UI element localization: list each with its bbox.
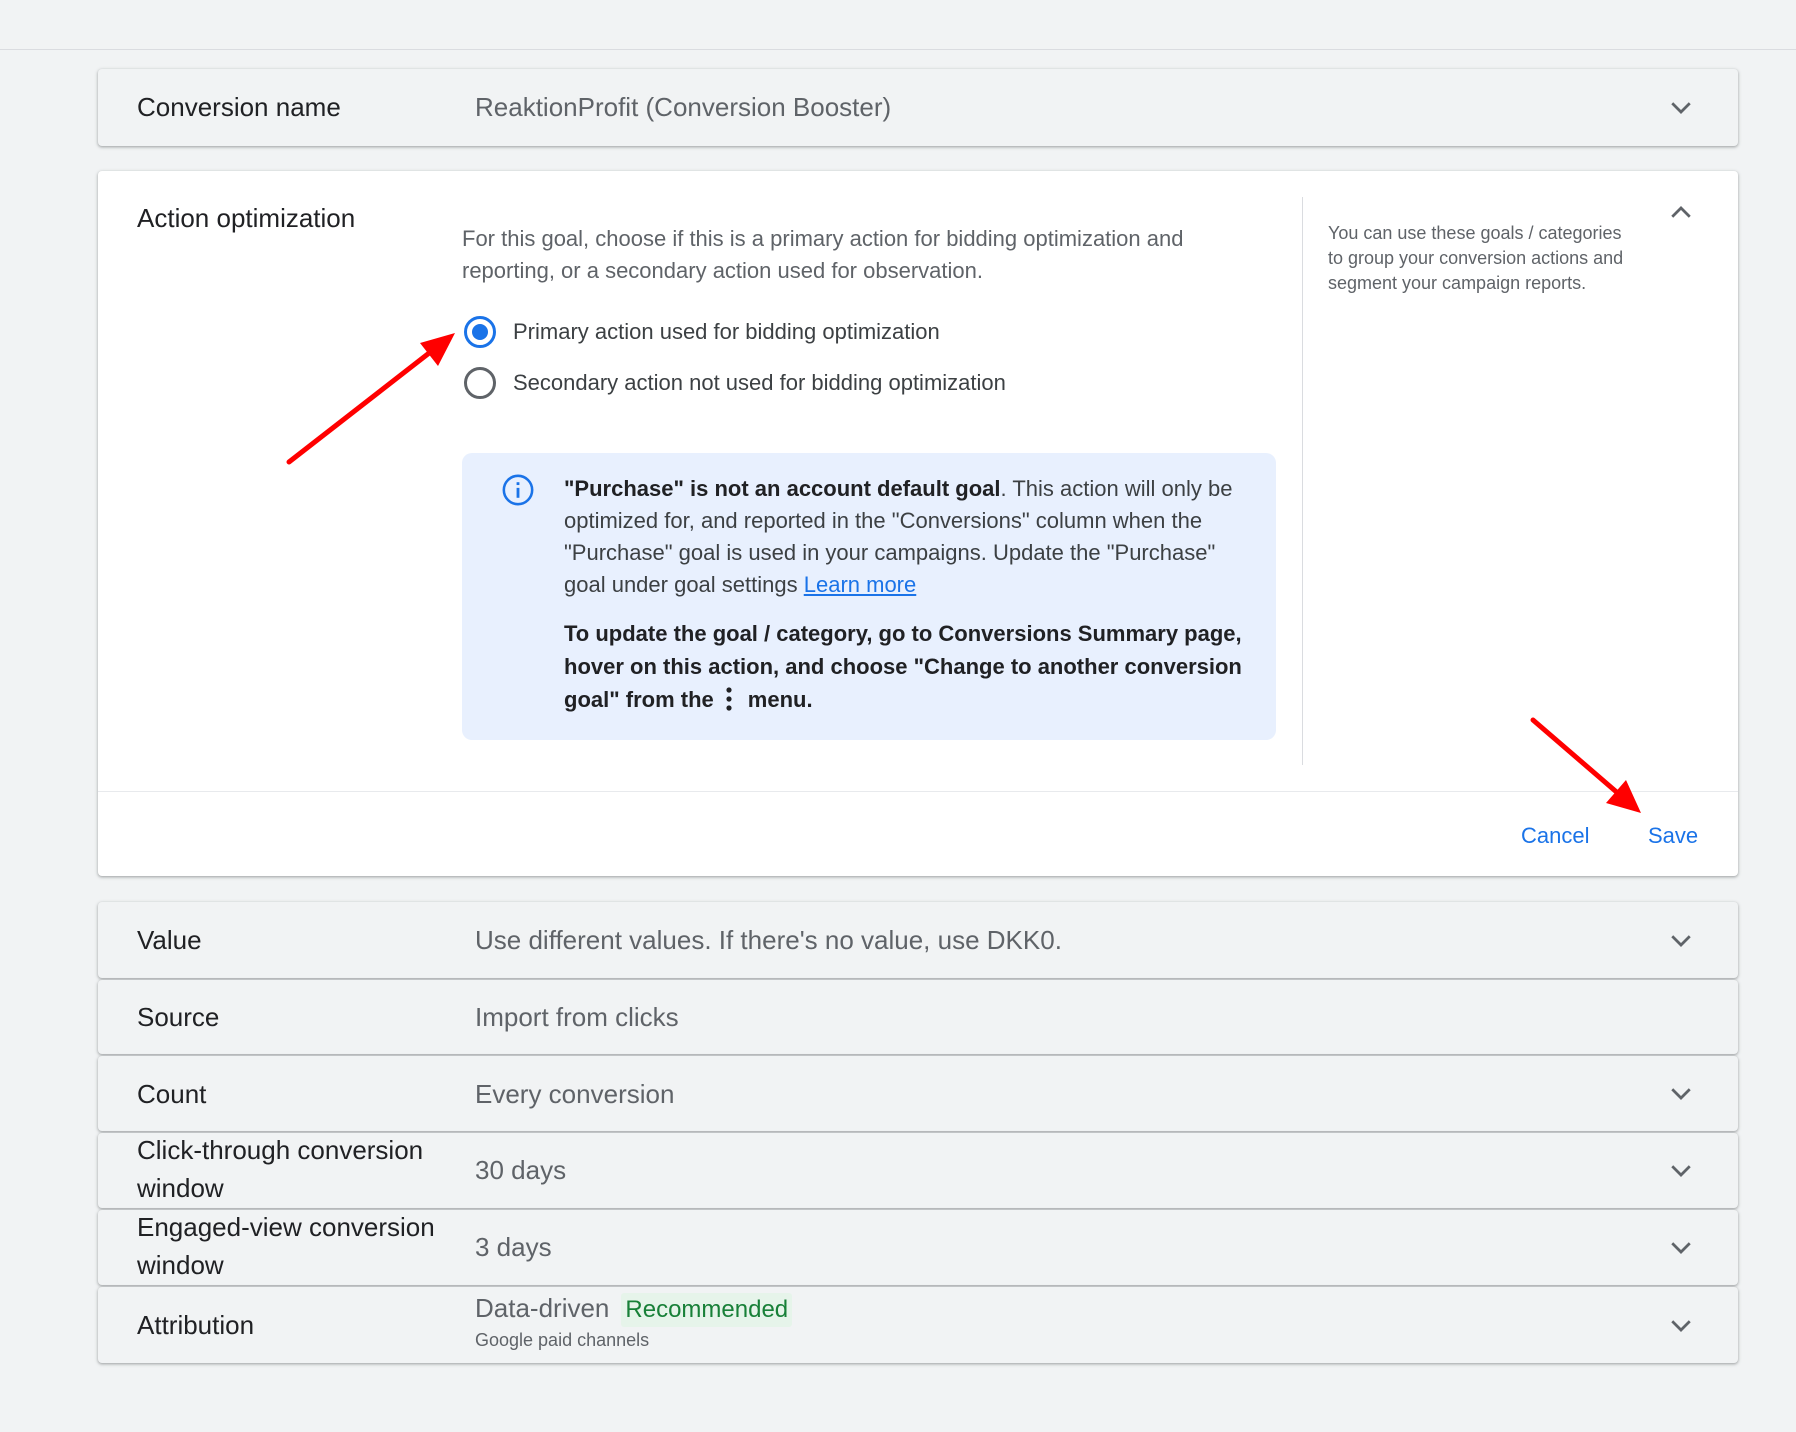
chevron-down-icon[interactable] [1666,1078,1696,1108]
conversion-name-value: ReaktionProfit (Conversion Booster) [475,92,892,122]
radio-button-unchecked[interactable] [464,367,496,399]
radio-primary-action[interactable] [464,314,940,350]
click-through-window-row[interactable] [98,1133,1738,1208]
info-bold-lead: "Purchase" is not an account default goal [564,476,1001,501]
save-button[interactable]: Save [1642,816,1704,856]
side-help-text: You can use these goals / categories to group your conversion actions and segment your campaign reports. [1328,223,1624,293]
info-instructions [564,617,1254,716]
action-optimization-title: Action optimization [137,203,356,233]
info-callout [462,453,1276,740]
engaged-view-value: 3 days [475,1232,552,1262]
conversion-name-label: Conversion name [137,92,341,122]
footer-divider [98,791,1738,792]
count-row[interactable] [98,1056,1738,1131]
chevron-down-icon[interactable] [1666,1155,1696,1185]
radio-button-checked[interactable] [464,316,496,348]
attribution-label: Attribution [137,1310,255,1340]
radio-secondary-label: Secondary action not used for bidding optimization [513,370,1006,395]
source-row [98,980,1738,1054]
click-through-label-line1: Click-through conversion [137,1135,424,1165]
chevron-down-icon[interactable] [1666,1310,1696,1340]
radio-secondary-action[interactable] [464,365,1006,401]
engaged-view-label-line1: Engaged-view conversion [137,1212,435,1242]
count-value: Every conversion [475,1079,675,1109]
side-divider [1302,197,1303,765]
click-through-label-line2: window [137,1173,224,1203]
attribution-model: Data-driven [475,1293,610,1323]
info-message [564,473,1254,601]
source-value: Import from clicks [475,1002,679,1032]
info-icon [501,473,535,507]
click-through-value: 30 days [475,1155,567,1185]
chevron-down-icon[interactable] [1666,92,1696,122]
info-instructions-menu: menu. [747,687,813,712]
learn-more-link[interactable]: Learn more [803,572,917,597]
conversion-name-row[interactable] [98,69,1738,146]
engaged-view-label-line2: window [137,1250,224,1280]
chevron-down-icon[interactable] [1666,1232,1696,1262]
source-label: Source [137,1002,220,1032]
value-label: Value [137,925,202,955]
chevron-up-icon[interactable] [1666,198,1696,228]
value-value: Use different values. If there's no value, use DKK0. [475,925,1062,955]
value-row[interactable] [98,902,1738,978]
info-instructions-text: To update the goal / category, go to Conversions Summary page, hover on this action, and choose "Change to another conversion goal" from the [564,621,1242,712]
recommended-badge: Recommended [621,1293,792,1327]
attribution-row[interactable] [98,1287,1738,1363]
chevron-down-icon[interactable] [1666,925,1696,955]
more-vert-icon [720,686,738,712]
cancel-button[interactable]: Cancel [1515,816,1595,856]
radio-primary-label: Primary action used for bidding optimization [513,319,940,344]
count-label: Count [137,1079,207,1109]
action-optimization-description: For this goal, choose if this is a primary action for bidding optimization and reporting, or a secondary action used for observation. [462,226,1184,283]
info-body-text: . This action will only be optimized for, and reported in the "Conversions" column when the "Purchase" goal is used in your campaigns. Update the "Purchase" goal under goal settings [564,476,1233,597]
engaged-view-window-row[interactable] [98,1210,1738,1285]
attribution-subtext: Google paid channels [475,1330,650,1350]
top-divider [0,49,1796,50]
action-optimization-panel [98,171,1738,876]
attribution-value [475,1289,792,1327]
